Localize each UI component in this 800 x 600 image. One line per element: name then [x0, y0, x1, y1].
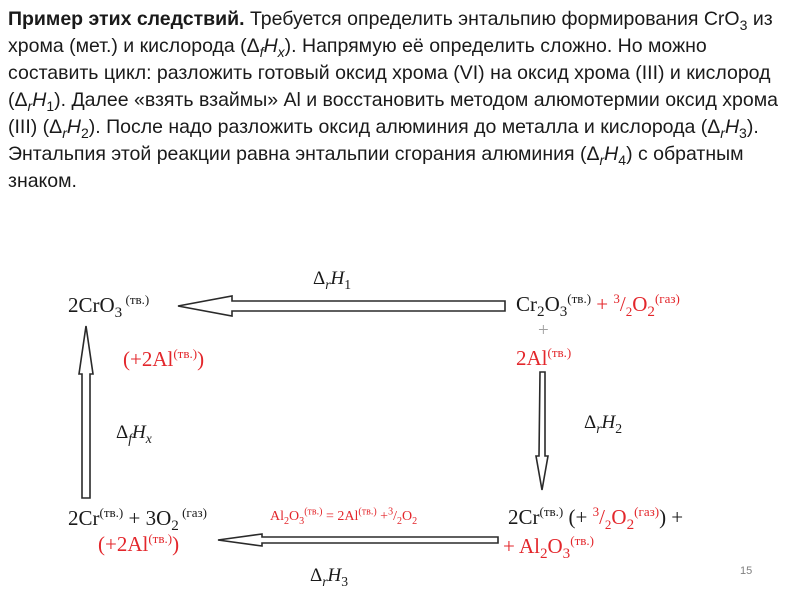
subscript: 4 — [618, 151, 627, 168]
bold-intro: Пример этих следствий. — [8, 8, 245, 30]
text-part: Требуется определить энтальпию формирования CrO — [244, 8, 740, 30]
equation-al2o3: $Al_2O_3^{(тв.)} = 2Al^{(тв.)} +^3/_2O_2$ — [270, 506, 418, 527]
species-al-bottom-left: $(+2Al^{(тв.)})$ — [98, 531, 180, 556]
text-part: ). Напрямую её определить сложно. Но можно составить цикл: разложить готовый оксид хрома (VI) на оксид хрома (III) и кислород (Δ — [8, 35, 771, 111]
species-al-top-left: $(+2Al^{(тв.)})$ — [123, 346, 205, 371]
page-number: 15 — [740, 565, 753, 577]
label-h3: $\Delta_rH_3$ — [310, 565, 349, 589]
text-part: ). Далее «взять взаймы» Al и восстановить методом алюмотермии оксид хрома (III) (Δ — [8, 89, 778, 138]
species-al-right: $2Al^{(тв.)}$ — [516, 345, 572, 370]
arrow-h2-down — [536, 372, 548, 490]
enthalpy-symbol: H — [66, 116, 81, 138]
subscript: 1 — [46, 97, 55, 114]
arrow-h3-left — [218, 534, 498, 546]
subscript: 3 — [739, 16, 748, 33]
subscript: r — [599, 151, 605, 168]
arrow-h1-left — [178, 296, 505, 316]
enthalpy-symbol: H — [724, 116, 740, 138]
subscript: x — [277, 43, 285, 60]
label-h2: $\Delta_rH_2$ — [584, 412, 623, 436]
species-cr-right: $2Cr^{(тв.)}$ (+ $^3/_2O_2^{(газ)}$) + — [508, 504, 684, 534]
text-part: из хрома (мет.) и кислорода (Δ — [8, 8, 773, 57]
arrow-hx-up — [79, 326, 93, 498]
text-part: ) с обратным знаком. — [8, 143, 744, 192]
subscript: r — [27, 97, 33, 114]
subscript: r — [720, 124, 725, 141]
species-cro3: 2CrO$_3$ $^{(тв.)}$ — [68, 292, 150, 322]
enthalpy-symbol: H — [604, 143, 619, 165]
subscript: 3 — [739, 124, 747, 141]
subscript: r — [62, 124, 67, 141]
species-cr2o3: $Cr_2O_3^{(тв.)} + ^3/_2O_2^{(газ)}$ — [516, 291, 680, 321]
text-part: ). Энтальпия этой реакции равна энтальпии сгорания алюминия (Δ — [8, 116, 759, 165]
label-hx: $\Delta_fH_x$ — [116, 422, 152, 446]
enthalpy-symbol: H — [263, 35, 278, 57]
subscript: 2 — [80, 124, 89, 141]
plus-sign: + — [538, 320, 549, 341]
species-al2o3-right: + $Al_2O_3^{(тв.)}$ — [503, 533, 594, 563]
text-part: ). После надо разложить оксид алюминия до металла и кислорода (Δ — [88, 116, 721, 138]
enthalpy-symbol: H — [32, 89, 47, 111]
label-h1: $\Delta_rH_1$ — [313, 268, 352, 292]
species-cr-left: $2Cr^{(тв.)} + 3O_2$ $^{(газ)}$ — [68, 505, 207, 535]
subscript: f — [259, 43, 264, 60]
